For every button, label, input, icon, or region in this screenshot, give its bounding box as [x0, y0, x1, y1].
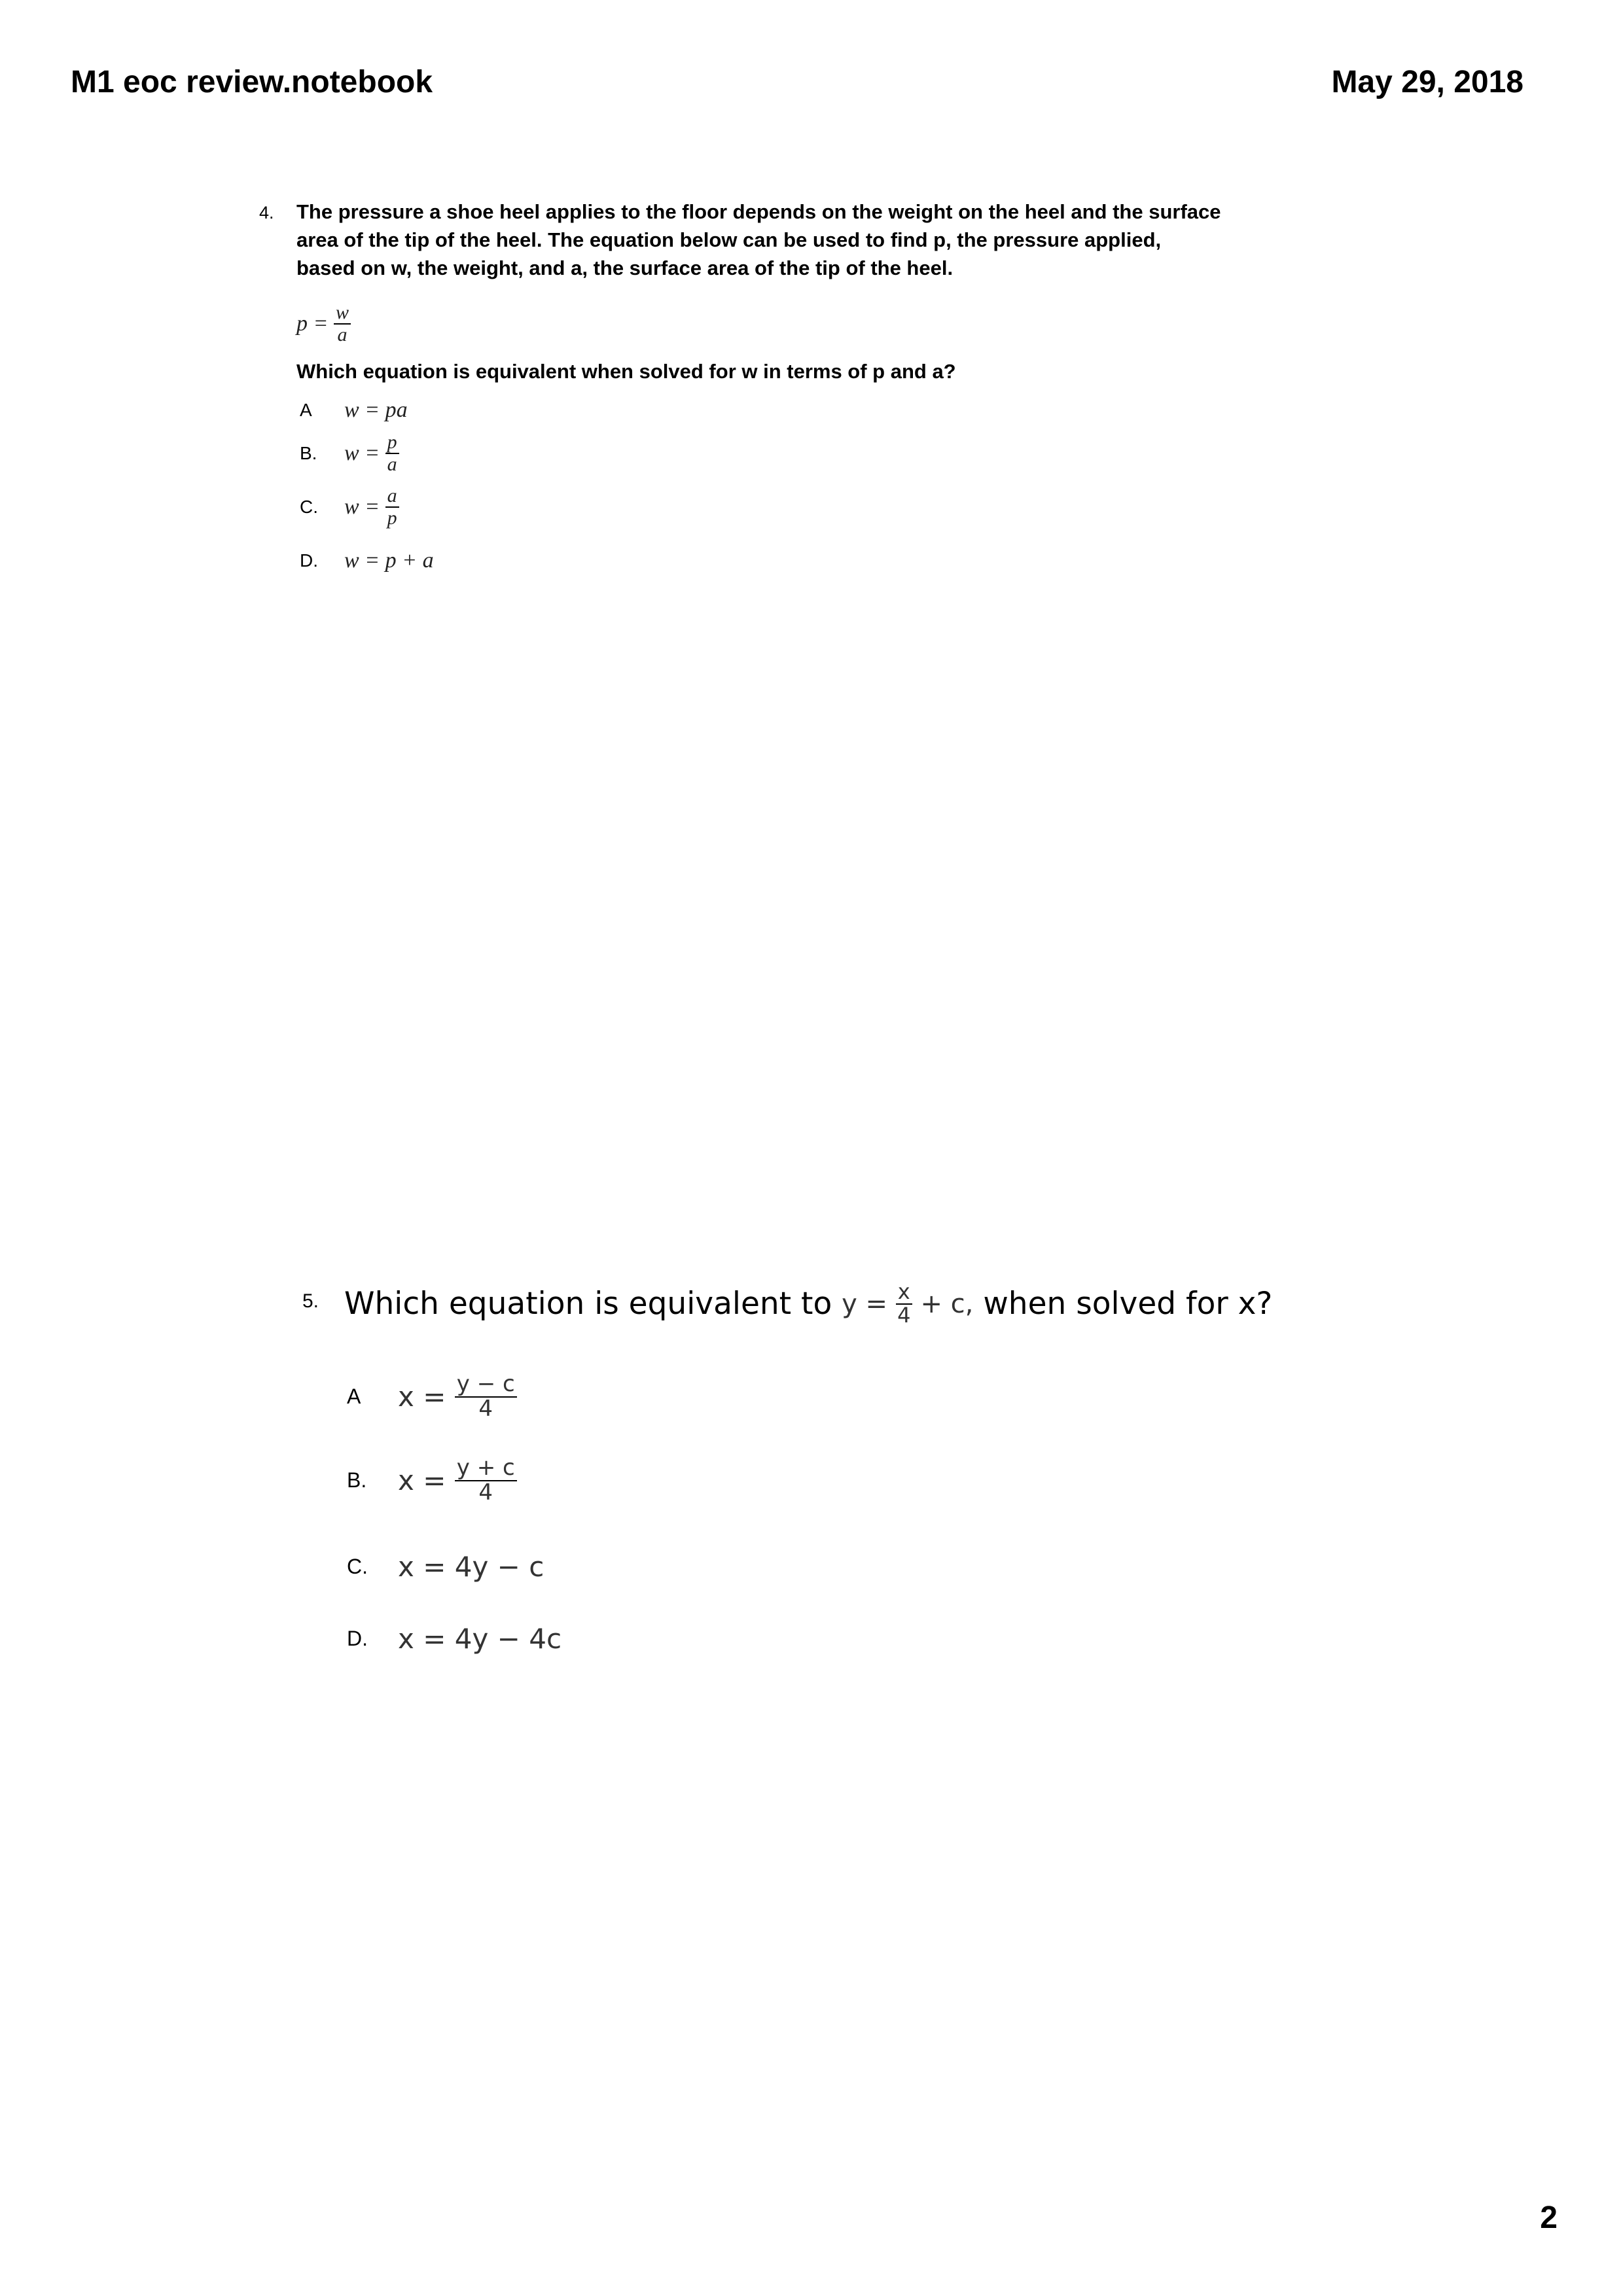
question-5-fraction: $\frac{x}{4}$: [896, 1281, 912, 1326]
question-4-line-1: The pressure a shoe heel applies to the floor depends on the weight on the heel and the surface: [296, 200, 1221, 223]
question-5-text: Which equation is equivalent to y = $\frac{x}{4}$ + c, when solved for x?: [344, 1279, 1273, 1328]
question-5-option-b[interactable]: B. x = $\frac{y + c}{4}$: [347, 1457, 517, 1504]
question-5-equation: y = $\frac{x}{4}$ + c,: [842, 1279, 974, 1328]
equation-fraction: $\frac{w}{a}$: [334, 302, 351, 345]
question-4-equation: [296, 302, 351, 345]
question-5-number: 5.: [302, 1290, 319, 1312]
option-b-fraction: $\frac{y + c}{4}$: [455, 1457, 517, 1504]
equation-lhs: p =: [296, 311, 329, 336]
question-4-line-3: based on w, the weight, and a, the surface area of the tip of the heel.: [296, 256, 954, 279]
question-4-number: 4.: [259, 203, 274, 222]
question-4-option-d[interactable]: D. w = p + a: [300, 548, 434, 573]
page-date: May 29, 2018: [1331, 65, 1524, 99]
option-a-fraction: $\frac{y - c}{4}$: [455, 1373, 517, 1421]
question-5-option-c[interactable]: C. x = 4y − c: [347, 1551, 544, 1583]
question-4-prompt: Which equation is equivalent when solved for w in terms of p and a?: [296, 360, 956, 383]
question-4-line-2: area of the tip of the heel. The equation below can be used to find p, the pressure applied,: [296, 228, 1162, 251]
question-4-option-b[interactable]: B. w = $\frac{p}{a}$: [300, 432, 399, 474]
question-4-option-c[interactable]: C. w = $\frac{a}{p}$: [300, 486, 399, 528]
question-4-option-a[interactable]: A w = pa: [300, 398, 408, 422]
option-c-fraction: $\frac{a}{p}$: [385, 486, 399, 528]
question-5-option-a[interactable]: A x = $\frac{y - c}{4}$: [347, 1373, 517, 1421]
question-4-text: [296, 198, 1221, 282]
notebook-title: M1 eoc review.notebook: [71, 65, 433, 99]
page-number: 2: [1540, 2200, 1558, 2235]
question-5-option-d[interactable]: D. x = 4y − 4c: [347, 1623, 562, 1655]
option-b-fraction: $\frac{p}{a}$: [385, 432, 399, 474]
